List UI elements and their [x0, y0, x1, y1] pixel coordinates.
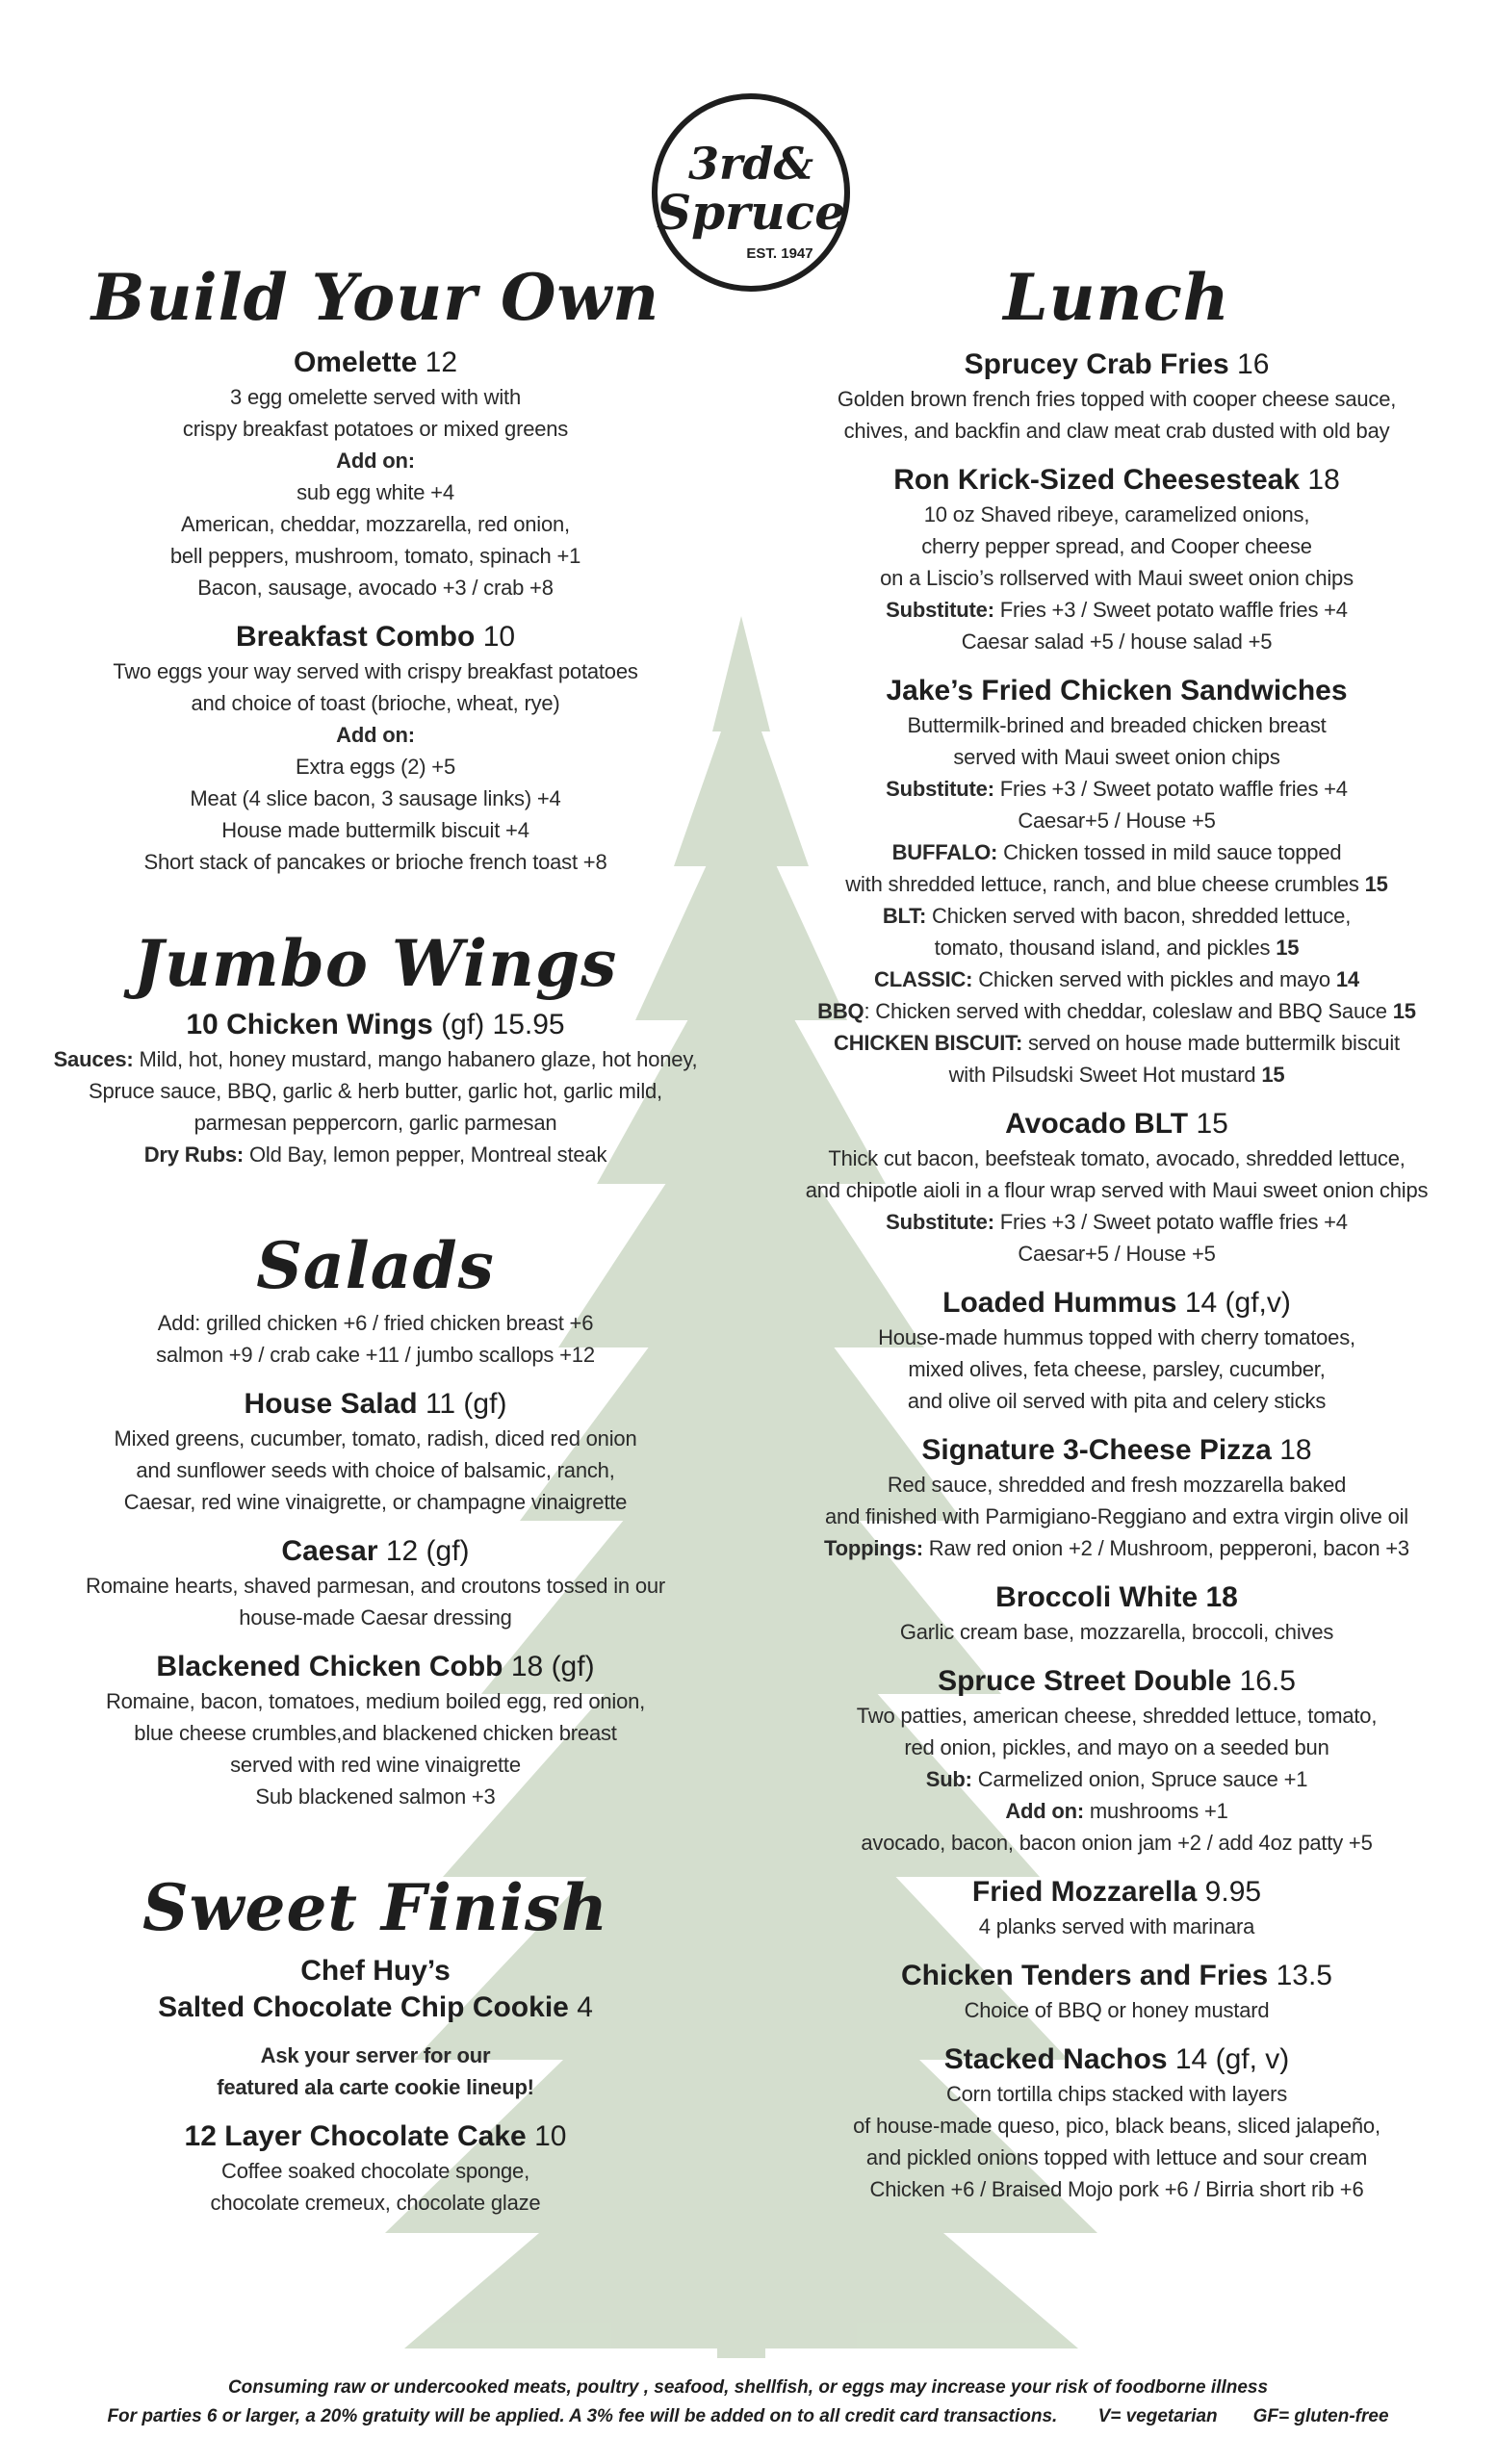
- cobb-desc: Sub blackened salmon +3: [255, 1784, 496, 1809]
- cookie-name: Salted Chocolate Chip Cookie 4: [158, 1991, 593, 2023]
- double-desc: Two patties, american cheese, shredded lettuce, tomato,: [856, 1704, 1378, 1728]
- tenders-item: [770, 1958, 1463, 2026]
- jakes-buffalo: with shredded lettuce, ranch, and blue cheese crumbles 15: [845, 872, 1388, 896]
- cobb-desc: Romaine, bacon, tomatoes, medium boiled egg, red onion,: [105, 1689, 646, 1713]
- cheesesteak-item: [770, 462, 1463, 657]
- double-sub: Sub: Carmelized onion, Spruce sauce +1: [925, 1767, 1308, 1791]
- right-column: [770, 260, 1463, 2220]
- cobb-desc: served with red wine vinaigrette: [230, 1753, 521, 1777]
- jakes-blt: BLT: Chicken served with bacon, shredded lettuce,: [882, 904, 1352, 928]
- sweet-finish-title: Sweet Finish: [142, 1870, 609, 1945]
- footer-disclaimer: [0, 2374, 1496, 2431]
- combo-addon: House made buttermilk biscuit +4: [221, 818, 529, 842]
- vegetarian-legend: V= vegetarian: [1097, 2406, 1218, 2426]
- jakes-buffalo: BUFFALO: Chicken tossed in mild sauce topped: [891, 840, 1342, 864]
- omelette-desc: crispy breakfast potatoes or mixed greens: [182, 417, 569, 441]
- omelette-addon: American, cheddar, mozzarella, red onion,: [181, 512, 570, 536]
- broccoli-desc: Garlic cream base, mozzarella, broccoli, chives: [899, 1620, 1334, 1644]
- svg-text:3rd&: 3rd&: [688, 138, 813, 190]
- avocado-blt-item: [770, 1106, 1463, 1270]
- mozz-desc: 4 planks served with marinara: [978, 1914, 1255, 1938]
- nachos-desc: of house-made queso, pico, black beans, sliced jalapeño,: [853, 2114, 1380, 2138]
- house-salad-desc: Caesar, red wine vinaigrette, or champagne vinaigrette: [123, 1490, 628, 1514]
- jakes-biscuit: CHICKEN BISCUIT: served on house made buttermilk biscuit: [834, 1031, 1400, 1055]
- avocado-desc: Thick cut bacon, beefsteak tomato, avocado, shredded lettuce,: [828, 1146, 1406, 1170]
- combo-addon: Short stack of pancakes or brioche french toast +8: [143, 850, 607, 874]
- omelette-addon-label: Add on:: [336, 449, 415, 473]
- cobb-desc: blue cheese crumbles,and blackened chicken breast: [134, 1721, 617, 1745]
- cheesesteak-desc: Caesar salad +5 / house salad +5: [961, 629, 1273, 654]
- salads-title: Salads: [256, 1228, 495, 1303]
- nachos-desc: Chicken +6 / Braised Mojo pork +6 / Birria short rib +6: [869, 2177, 1364, 2201]
- broccoli-name: Broccoli White 18: [995, 1581, 1238, 1613]
- double-addon: Add on: mushrooms +1: [1005, 1799, 1228, 1823]
- caesar-item: [39, 1533, 712, 1633]
- lunch-title: Lunch: [1003, 260, 1230, 335]
- jakes-name: Jake’s Fried Chicken Sandwiches: [886, 675, 1348, 706]
- svg-text:EST. 1947: EST. 1947: [746, 245, 813, 262]
- cheesesteak-substitute: Substitute: Fries +3 / Sweet potato waffle fries +4: [886, 598, 1348, 622]
- pizza-desc: and finished with Parmigiano-Reggiano and extra virgin olive oil: [825, 1504, 1408, 1528]
- hummus-desc: mixed olives, feta cheese, parsley, cucumber,: [908, 1357, 1326, 1381]
- nachos-name: Stacked Nachos 14 (gf, v): [943, 2043, 1290, 2075]
- tenders-desc: Choice of BBQ or honey mustard: [964, 1998, 1270, 2022]
- jakes-desc: served with Maui sweet onion chips: [953, 745, 1280, 769]
- omelette-addon: Bacon, sausage, avocado +3 / crab +8: [197, 576, 554, 600]
- salad-addons: [39, 1307, 712, 1371]
- double-desc: red onion, pickles, and mayo on a seeded bun: [904, 1735, 1329, 1759]
- nachos-desc: and pickled onions topped with lettuce and sour cream: [865, 2145, 1368, 2169]
- jakes-bbq: BBQ: Chicken served with cheddar, coleslaw and BBQ Sauce 15: [817, 999, 1416, 1023]
- double-name: Spruce Street Double 16.5: [938, 1665, 1296, 1697]
- crab-fries-desc: Golden brown french fries topped with cooper cheese sauce,: [837, 387, 1397, 411]
- caesar-desc: house-made Caesar dressing: [239, 1605, 512, 1630]
- caesar-desc: Romaine hearts, shaved parmesan, and croutons tossed in our: [85, 1574, 666, 1598]
- mozz-name: Fried Mozzarella 9.95: [971, 1876, 1262, 1908]
- wings-sauces: Sauces: Mild, hot, honey mustard, mango habanero glaze, hot honey,: [53, 1047, 698, 1071]
- omelette-addon: bell peppers, mushroom, tomato, spinach +1: [169, 544, 581, 568]
- avocado-blt-name: Avocado BLT 15: [1005, 1108, 1228, 1140]
- house-salad-item: [39, 1386, 712, 1518]
- cake-name: 12 Layer Chocolate Cake 10: [184, 2120, 567, 2152]
- chicken-wings-name: 10 Chicken Wings (gf) 15.95: [186, 1009, 565, 1040]
- wings-sauces: parmesan peppercorn, garlic parmesan: [193, 1111, 557, 1135]
- hummus-name: Loaded Hummus 14 (gf,v): [942, 1287, 1291, 1319]
- left-column: [39, 260, 712, 2234]
- avocado-substitute: Substitute: Fries +3 / Sweet potato waffle fries +4: [886, 1210, 1348, 1234]
- cake-desc: chocolate cremeux, chocolate glaze: [210, 2191, 541, 2215]
- nachos-item: [770, 2041, 1463, 2205]
- combo-desc: Two eggs your way served with crispy breakfast potatoes: [113, 659, 638, 683]
- jakes-substitute: Substitute: Fries +3 / Sweet potato waffle fries +4: [886, 777, 1348, 801]
- cobb-item: [39, 1649, 712, 1812]
- jakes-desc: Buttermilk-brined and breaded chicken breast: [907, 713, 1327, 737]
- combo-desc: and choice of toast (brioche, wheat, rye): [191, 691, 560, 715]
- cheesesteak-name: Ron Krick-Sized Cheesesteak 18: [893, 464, 1340, 496]
- breakfast-combo-item: [39, 619, 712, 878]
- cookie-name: Chef Huy’s: [300, 1955, 451, 1987]
- gratuity-notice: For parties 6 or larger, a 20% gratuity will be applied. A 3% fee will be added on to all credit card transactions. V= vegetarian GF= gluten-free: [107, 2406, 1389, 2426]
- cookie-note: featured ala carte cookie lineup!: [217, 2075, 534, 2099]
- cookie-item: [39, 1953, 712, 2103]
- nachos-desc: Corn tortilla chips stacked with layers: [945, 2082, 1288, 2106]
- double-item: [770, 1663, 1463, 1859]
- crab-fries-name: Sprucey Crab Fries 16: [964, 348, 1270, 380]
- cheesesteak-desc: cherry pepper spread, and Cooper cheese: [921, 534, 1312, 558]
- omelette-addon: sub egg white +4: [297, 480, 454, 504]
- chicken-wings-item: [39, 1007, 712, 1170]
- avocado-desc: Caesar+5 / House +5: [1018, 1242, 1216, 1266]
- jakes-biscuit: with Pilsudski Sweet Hot mustard 15: [948, 1063, 1285, 1087]
- pizza-item: [770, 1432, 1463, 1564]
- hummus-desc: House-made hummus topped with cherry tomatoes,: [878, 1325, 1355, 1349]
- broccoli-item: [770, 1579, 1463, 1648]
- hummus-desc: and olive oil served with pita and celery sticks: [907, 1389, 1327, 1413]
- crab-fries-desc: chives, and backfin and claw meat crab dusted with old bay: [843, 419, 1390, 443]
- tenders-name: Chicken Tenders and Fries 13.5: [901, 1960, 1332, 1991]
- double-desc: avocado, bacon, bacon onion jam +2 / add 4oz patty +5: [861, 1831, 1373, 1855]
- combo-addon-label: Add on:: [336, 723, 415, 747]
- house-salad-desc: Mixed greens, cucumber, tomato, radish, diced red onion: [114, 1426, 637, 1450]
- crab-fries-item: [770, 346, 1463, 447]
- combo-addon: Extra eggs (2) +5: [296, 755, 455, 779]
- salad-addon-line: salmon +9 / crab cake +11 / jumbo scallops +12: [156, 1343, 595, 1367]
- hummus-item: [770, 1285, 1463, 1417]
- house-salad-name: House Salad 11 (gf): [244, 1388, 507, 1420]
- jakes-blt: tomato, thousand island, and pickles 15: [934, 936, 1300, 960]
- cookie-note: Ask your server for our: [260, 2043, 491, 2067]
- house-salad-desc: and sunflower seeds with choice of balsamic, ranch,: [136, 1458, 615, 1482]
- breakfast-combo-name: Breakfast Combo 10: [235, 621, 516, 653]
- pizza-desc: Red sauce, shredded and fresh mozzarella baked: [887, 1473, 1347, 1497]
- jakes-item: [770, 673, 1463, 1091]
- mozz-item: [770, 1874, 1463, 1942]
- omelette-desc: 3 egg omelette served with with: [230, 385, 521, 409]
- jumbo-wings-title: Jumbo Wings: [133, 926, 618, 1001]
- wings-dry-rubs: Dry Rubs: Old Bay, lemon pepper, Montreal steak: [143, 1142, 607, 1167]
- pizza-name: Signature 3-Cheese Pizza 18: [921, 1434, 1312, 1466]
- jakes-classic: CLASSIC: Chicken served with pickles and mayo 14: [874, 967, 1359, 991]
- cheesesteak-desc: 10 oz Shaved ribeye, caramelized onions,: [923, 502, 1310, 526]
- salad-addon-line: Add: grilled chicken +6 / fried chicken breast +6: [157, 1311, 594, 1335]
- cake-desc: Coffee soaked chocolate sponge,: [221, 2159, 529, 2183]
- pizza-toppings: Toppings: Raw red onion +2 / Mushroom, pepperoni, bacon +3: [824, 1536, 1409, 1560]
- cake-item: [39, 2118, 712, 2219]
- avocado-desc: and chipotle aioli in a flour wrap served with Maui sweet onion chips: [805, 1178, 1429, 1202]
- cobb-name: Blackened Chicken Cobb 18 (gf): [156, 1651, 595, 1682]
- cheesesteak-desc: on a Liscio’s rollserved with Maui sweet onion chips: [880, 566, 1354, 590]
- omelette-name: Omelette 12: [293, 346, 458, 378]
- food-safety-disclaimer: Consuming raw or undercooked meats, poultry , seafood, shellfish, or eggs may increase your risk of foodborne illness: [227, 2377, 1269, 2398]
- caesar-name: Caesar 12 (gf): [281, 1535, 470, 1567]
- build-your-own-title: Build Your Own: [90, 260, 660, 335]
- omelette-item: [39, 345, 712, 603]
- wings-sauces: Spruce sauce, BBQ, garlic & herb butter, garlic hot, garlic mild,: [89, 1079, 662, 1103]
- gluten-free-legend: GF= gluten-free: [1252, 2406, 1389, 2426]
- svg-text:Spruce: Spruce: [656, 184, 846, 241]
- combo-addon: Meat (4 slice bacon, 3 sausage links) +4: [190, 786, 561, 810]
- jakes-desc: Caesar+5 / House +5: [1018, 808, 1216, 833]
